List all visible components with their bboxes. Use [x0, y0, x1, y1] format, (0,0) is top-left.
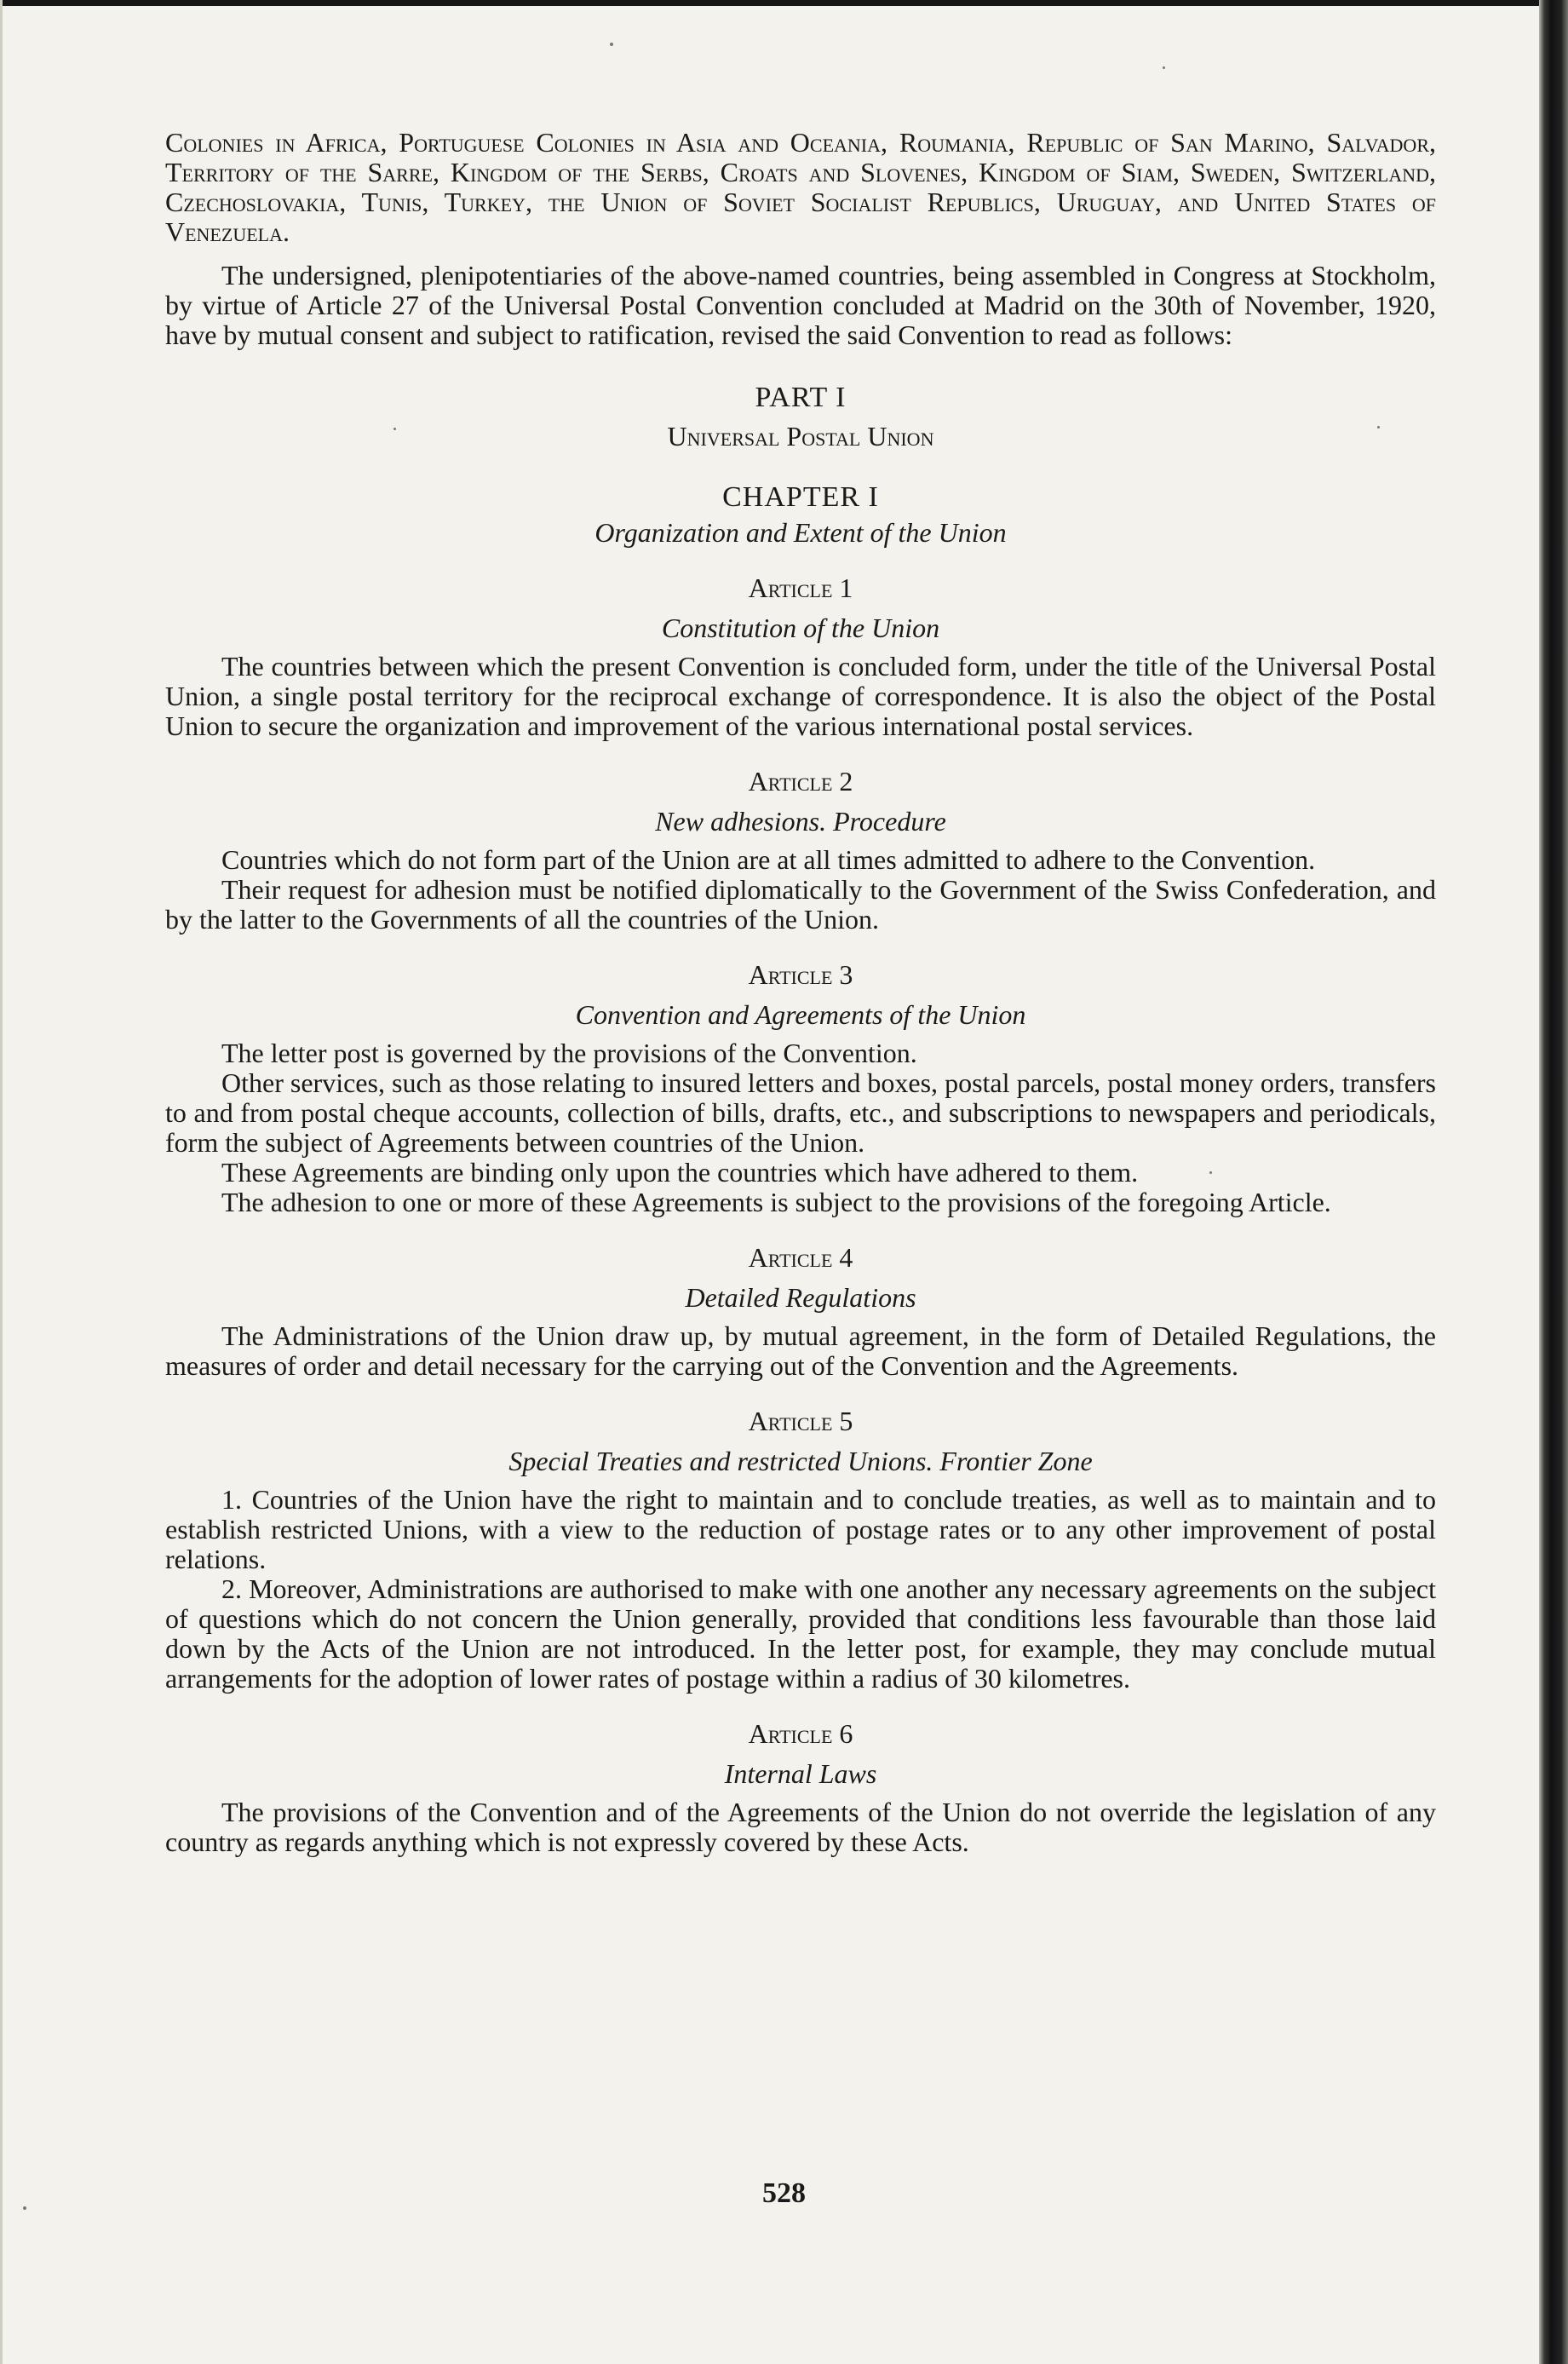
- signatory-countries: Colonies in Africa, Portuguese Colonies in Asia and Oceania, Roumania, Republic of San Marino, Salvador, Territory of the Sarre, Kingdom of the Serbs, Croats and Slovenes, Kingdom of Siam, Sweden, Switzerland, Czechoslovakia, Tunis, Turkey, the Union of Soviet Socialist Republics, Uruguay, and United States of Venezuela.: [165, 127, 1436, 247]
- article-paragraph: The letter post is governed by the provisions of the Convention.: [221, 1038, 917, 1068]
- article-heading: Article 1: [748, 572, 853, 603]
- article-paragraph: The countries between which the present Convention is concluded form, under the title of the Universal Postal Union, a single postal territory for the reciprocal exchange of correspondence. It is also the object of the Postal Union to secure the organization and improvement of the various international postal services.: [165, 651, 1436, 741]
- article-title: Detailed Regulations: [685, 1282, 916, 1313]
- scan-top-edge: [0, 0, 1568, 6]
- article-paragraph: The adhesion to one or more of these Agreements is subject to the provisions of the foregoing Article.: [221, 1187, 1331, 1217]
- article-heading: Article 5: [748, 1406, 853, 1436]
- page-number: 528: [762, 2177, 806, 2209]
- document-page: [165, 128, 1436, 1857]
- scan-speck: [610, 43, 613, 46]
- article-title: Internal Laws: [724, 1758, 877, 1789]
- article-heading: Article 4: [748, 1242, 853, 1273]
- scan-left-edge: [0, 0, 3, 2364]
- article-paragraph: 2. Moreover, Administrations are authorised to make with one another any necessary agreements on the subject of questions which do not concern the Union generally, provided that conditions less favourable than those laid down by the Acts of the Union are not introduced. In the letter post, for example, they may conclude mutual arrangements for the adoption of lower rates of postage within a radius of 30 kilometres.: [165, 1573, 1436, 1694]
- article-title: Special Treaties and restricted Unions. Frontier Zone: [508, 1446, 1093, 1476]
- scan-speck: [1163, 66, 1165, 69]
- article-heading: Article 3: [748, 959, 853, 990]
- article-heading: Article 2: [748, 766, 853, 797]
- article-paragraph: Their request for adhesion must be notified diplomatically to the Government of the Swiss Confederation, and by the latter to the Governments of all the countries of the Union.: [165, 874, 1436, 935]
- article-paragraph: Other services, such as those relating to insured letters and boxes, postal parcels, postal money orders, transfers to and from postal cheque accounts, collection of bills, drafts, etc., and subscriptions to newspapers and periodicals, form the subject of Agreements between countries of the Union.: [165, 1067, 1436, 1158]
- scan-binding-shadow: [1539, 0, 1568, 2364]
- article-paragraph: 1. Countries of the Union have the right to maintain and to conclude treaties, as well as to maintain and to establish restricted Unions, with a view to the reduction of postage rates or to any other improvement of postal relations.: [165, 1484, 1436, 1574]
- article-title: Constitution of the Union: [661, 613, 940, 643]
- part-title: PART I: [755, 382, 847, 413]
- article-paragraph: Countries which do not form part of the Union are at all times admitted to adhere to the Convention.: [221, 844, 1316, 875]
- chapter-subtitle: Organization and Extent of the Union: [594, 517, 1007, 548]
- chapter-title: CHAPTER I: [722, 481, 879, 513]
- article-paragraph: The Administrations of the Union draw up, by mutual agreement, in the form of Detailed Regulations, the measures of order and detail necessary for the carrying out of the Convention and the Agreements.: [165, 1320, 1436, 1381]
- preamble-intro: The undersigned, plenipotentiaries of the above-named countries, being assembled in Congress at Stockholm, by virtue of Article 27 of the Universal Postal Convention concluded at Madrid on the 30th of November, 1920, have by mutual consent and subject to ratification, revised the said Convention to read as follows:: [165, 260, 1436, 350]
- part-subtitle: Universal Postal Union: [667, 421, 934, 452]
- article-paragraph: These Agreements are binding only upon the countries which have adhered to them.: [221, 1157, 1139, 1188]
- article-title: New adhesions. Procedure: [655, 806, 946, 837]
- article-title: Convention and Agreements of the Union: [575, 999, 1026, 1030]
- article-heading: Article 6: [748, 1718, 853, 1749]
- article-paragraph: The provisions of the Convention and of the Agreements of the Union do not override the legislation of any country as regards anything which is not expressly covered by these Acts.: [165, 1797, 1436, 1857]
